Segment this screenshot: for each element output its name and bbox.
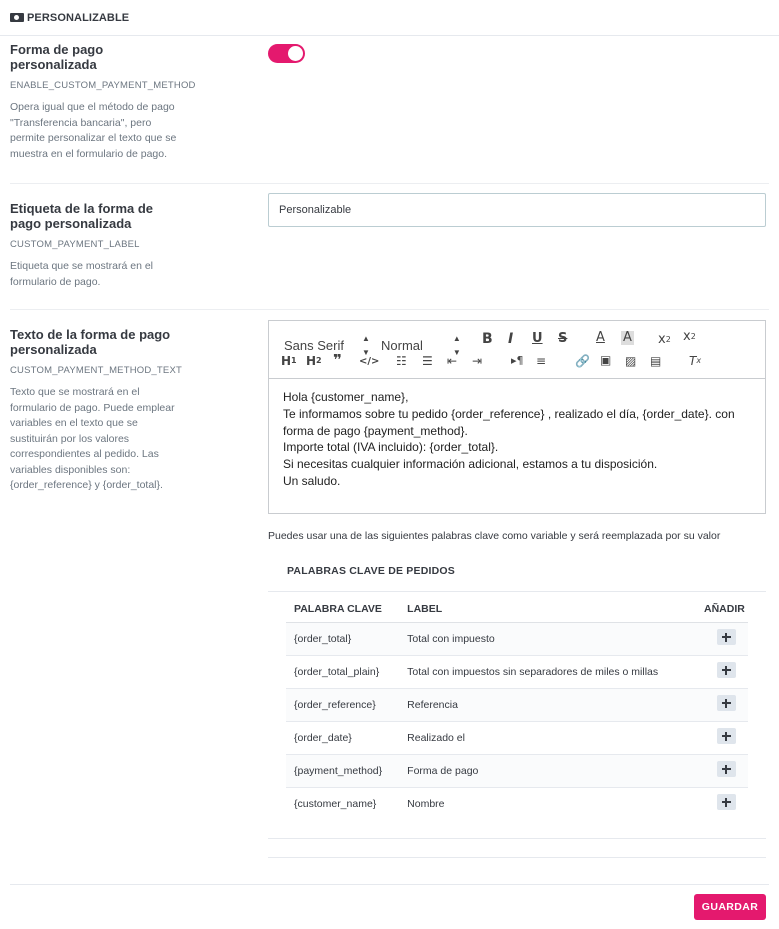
editor-line: Si necesitas cualquier información adicional, estamos a tu disposición. — [283, 457, 658, 472]
column-header-add: AÑADIR — [704, 597, 748, 622]
font-color-icon[interactable]: A — [596, 330, 605, 345]
header-1-icon[interactable]: H 1 — [281, 354, 297, 368]
header-2-icon[interactable]: H 2 — [306, 354, 322, 368]
table-row — [286, 622, 748, 655]
add-cell — [704, 622, 748, 655]
enable-field-title: Forma de pago personalizada — [10, 42, 104, 72]
table-header-row — [286, 597, 748, 622]
keywords-table — [286, 597, 748, 820]
select-arrow-icon: ▲ ▼ — [361, 334, 370, 357]
table-row — [286, 721, 748, 754]
text-field-label — [10, 327, 185, 494]
size-select-value: Normal — [381, 338, 423, 353]
divider — [268, 591, 766, 592]
text-field-description: Texto que se mostrará en el formulario de pago. Puede emplear variables en el texto que se sustituirán por los valores correspondientes al pedido. Las variables disponibles son: {order_reference} y {order_total}. — [10, 386, 175, 491]
add-keyword-button[interactable] — [717, 794, 736, 810]
align-icon[interactable]: ≡ — [536, 354, 547, 368]
enable-field-description: Opera igual que el método de pago "Transferencia bancaria", pero permite personalizar el texto que se muestra en el formulario de pago. — [10, 101, 177, 160]
background-color-icon[interactable]: A — [623, 330, 632, 345]
label-cell: Referencia — [399, 688, 704, 721]
add-cell — [704, 754, 748, 787]
save-button[interactable]: GUARDAR — [694, 894, 766, 920]
table-row — [286, 754, 748, 787]
footer-divider — [10, 884, 769, 885]
add-cell — [704, 688, 748, 721]
superscript-icon[interactable]: x 2 — [683, 329, 696, 344]
add-keyword-button[interactable] — [717, 662, 736, 678]
enable-custom-payment-toggle[interactable] — [268, 44, 305, 63]
editor-line: Un saludo. — [283, 473, 341, 488]
money-icon — [10, 13, 24, 22]
divider — [10, 309, 769, 310]
table-row — [286, 655, 748, 688]
font-select-value: Sans Serif — [284, 338, 344, 353]
add-cell — [704, 787, 748, 820]
toggle-knob — [288, 46, 303, 61]
add-keyword-button[interactable] — [717, 761, 736, 777]
label-cell: Total con impuestos sin separadores de miles o millas — [399, 655, 704, 688]
strike-icon[interactable]: S — [558, 331, 568, 346]
blockquote-icon[interactable]: ❞ — [333, 351, 342, 369]
add-keyword-button[interactable] — [717, 629, 736, 645]
label-field-label — [10, 201, 185, 290]
label-cell: Realizado el — [399, 721, 704, 754]
enable-field-key: ENABLE_CUSTOM_PAYMENT_METHOD — [10, 80, 196, 91]
column-header-label: LABEL — [399, 597, 704, 622]
clean-format-icon[interactable]: T x — [689, 354, 702, 368]
add-keyword-button[interactable] — [717, 728, 736, 744]
keyword-cell: {order_reference} — [286, 688, 399, 721]
bullet-list-icon[interactable]: ☰ — [422, 354, 433, 368]
link-icon[interactable]: 🔗 — [575, 354, 590, 368]
add-keyword-button[interactable] — [717, 695, 736, 711]
bold-icon[interactable]: B — [482, 331, 493, 347]
payment-label-input[interactable]: Personalizable — [268, 193, 766, 227]
label-cell: Nombre — [407, 797, 445, 810]
ordered-list-icon[interactable]: ☷ — [396, 354, 407, 368]
payment-text-editor — [268, 320, 766, 514]
editor-toolbar — [269, 321, 765, 379]
italic-icon[interactable]: I — [508, 331, 514, 347]
panel-title: PERSONALIZABLE — [27, 11, 130, 24]
add-cell — [704, 721, 748, 754]
table-row — [286, 688, 748, 721]
video-icon[interactable]: ▤ — [650, 354, 662, 368]
label-cell: Forma de pago — [399, 754, 704, 787]
label-field-key: CUSTOM_PAYMENT_LABEL — [10, 239, 140, 250]
editor-content[interactable] — [269, 379, 765, 500]
divider — [268, 857, 766, 858]
image-icon[interactable]: ▨ — [625, 354, 637, 368]
editor-line: Hola {customer_name}, — [283, 390, 409, 404]
editor-line: Importe total (IVA incluido): {order_total}. — [283, 440, 499, 455]
outdent-icon[interactable]: ⇤ — [447, 354, 458, 368]
label-cell: Total con impuesto — [399, 622, 704, 655]
code-block-icon[interactable]: </> — [359, 356, 380, 367]
label-field-description: Etiqueta que se mostrará en el formulario de pago. — [10, 260, 154, 288]
indent-icon[interactable]: ⇥ — [472, 354, 483, 368]
keywords-hint: Puedes usar una de las siguientes palabras clave como variable y será reemplazada por su valor — [268, 530, 721, 542]
keyword-cell: {customer_name} — [294, 797, 377, 810]
keyword-cell: {order_total} — [286, 622, 399, 655]
keywords-title: PALABRAS CLAVE DE PEDIDOS — [287, 565, 455, 577]
text-field-key: CUSTOM_PAYMENT_METHOD_TEXT — [10, 365, 182, 376]
editor-line: Te informamos sobre tu pedido {order_reference} , realizado el día, {order_date}. con forma de pago {payment_method}. — [283, 406, 735, 438]
keyword-cell: {order_date} — [286, 721, 399, 754]
text-field-title: Texto de la forma de pago personalizada — [10, 327, 171, 357]
enable-field-label — [10, 42, 196, 162]
label-field-title: Etiqueta de la forma de pago personalizada — [10, 201, 154, 231]
underline-icon[interactable]: U — [532, 331, 543, 346]
image-icon[interactable]: ▣ — [600, 353, 612, 367]
subscript-icon[interactable]: x 2 — [658, 332, 671, 347]
divider — [10, 183, 769, 184]
keyword-cell: {order_total_plain} — [286, 655, 399, 688]
divider — [268, 838, 766, 839]
select-arrow-icon: ▲ ▼ — [452, 334, 461, 357]
direction-rtl-icon[interactable]: ▸¶ — [511, 354, 524, 367]
keyword-cell: {payment_method} — [286, 754, 399, 787]
panel-header — [0, 0, 779, 36]
add-cell — [704, 655, 748, 688]
table-row — [286, 787, 748, 820]
column-header-keyword: PALABRA CLAVE — [286, 597, 399, 622]
